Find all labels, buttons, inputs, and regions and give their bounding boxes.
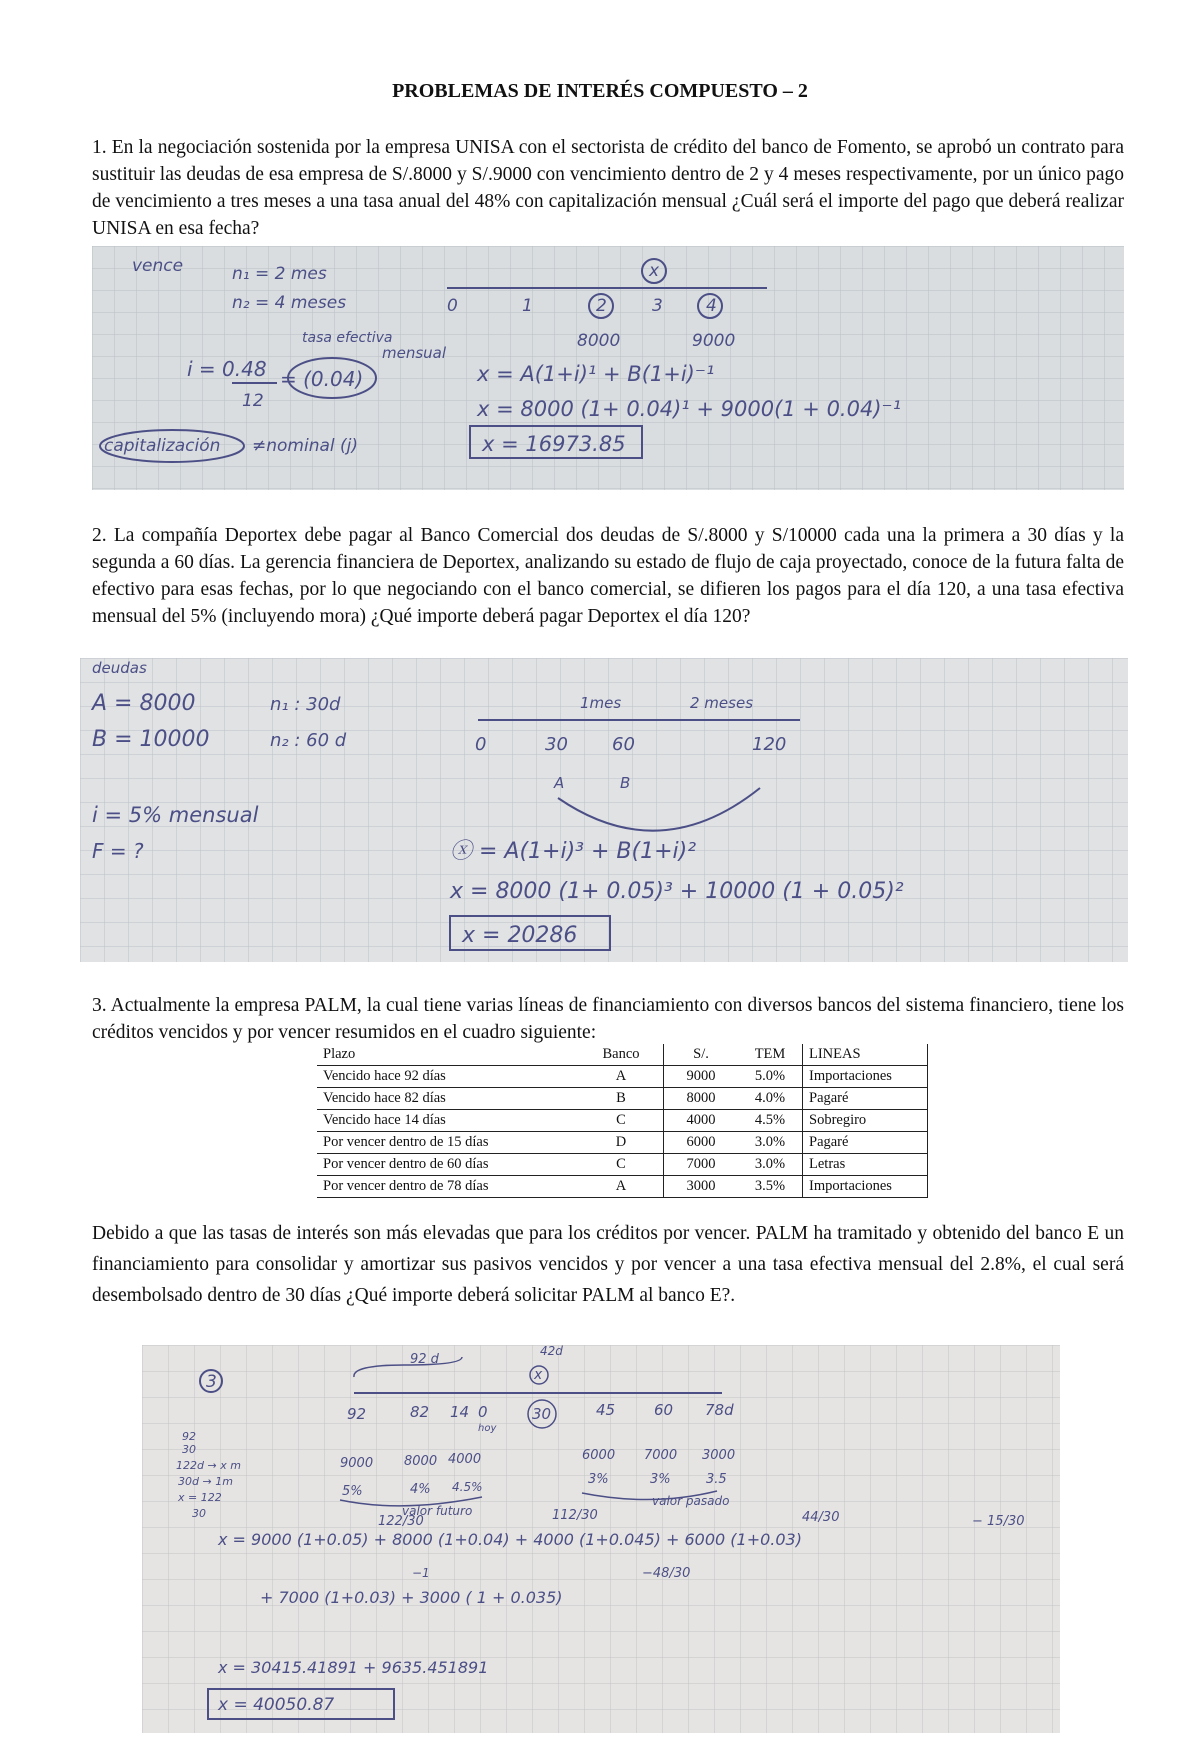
note3-axis-14: 14 xyxy=(450,1403,470,1421)
col-soles: S/. xyxy=(664,1044,739,1066)
cell-plazo: Vencido hace 92 días xyxy=(317,1066,579,1088)
note2-span1: 1mes xyxy=(580,694,622,712)
cell-lineas: Pagaré xyxy=(803,1132,928,1154)
note1-x-marker: x xyxy=(649,261,660,281)
note1-8000: 8000 xyxy=(577,331,621,351)
note3-d42: 42d xyxy=(540,1345,563,1358)
note3-eq1: x = 9000 (1+0.05) + 8000 (1+0.04) + 4000 (1+0.045) + 6000 (1+0.03) xyxy=(218,1530,802,1549)
note1-result: x = 16973.85 xyxy=(482,432,626,456)
note3-x: x xyxy=(534,1367,543,1383)
notes-image-1 xyxy=(92,246,1124,490)
note1-axis-3: 3 xyxy=(652,296,663,316)
note3-rate-35: 3.5 xyxy=(706,1472,727,1487)
cell-banco: B xyxy=(579,1088,664,1110)
problem-3-text: 3. Actualmente la empresa PALM, la cual tiene varias líneas de financiamiento con diversos bancos del sistema financiero, tiene los créditos vencidos y por vencer resumidos en el cuadro siguiente: xyxy=(92,995,1124,1043)
note1-vence: vence xyxy=(132,256,184,276)
note2-la: A xyxy=(554,774,565,792)
note3-side5: x = 122 xyxy=(178,1491,222,1504)
cell-lineas: Letras xyxy=(803,1154,928,1176)
note1-axis-2: 2 xyxy=(596,296,607,316)
note1-n2: n₂ = 4 meses xyxy=(232,293,347,313)
note1-n1: n₁ = 2 mes xyxy=(232,264,327,284)
note2-eq1: ⓧ = A(1+i)³ + B(1+i)² xyxy=(450,839,697,864)
problem-1-text: 1. En la negociación sostenida por la empresa UNISA con el sectorista de crédito del banco de Fomento, se aprobó un contrato para sustituir las deudas de esa empresa de S/.8000 y S/.9000 con vencimiento dentro de 2 y 4 meses respectivamente, por un único pago de vencimiento a tres meses a una tasa anual del 48% con capitalización mensual ¿Cuál será el importe del pago que deberá realizar UNISA en esa fecha? xyxy=(92,137,1124,239)
note2-eq2: x = 8000 (1+ 0.05)³ + 10000 (1 + 0.05)² xyxy=(450,879,904,904)
note3-side3: 122d → x m xyxy=(176,1459,241,1472)
col-plazo: Plazo xyxy=(317,1044,579,1066)
table-row xyxy=(317,1110,928,1132)
note3-val-3000: 3000 xyxy=(702,1448,736,1463)
note2-result: x = 20286 xyxy=(462,923,578,948)
note3-rate-3b: 3% xyxy=(650,1472,671,1487)
note3-val-9000: 9000 xyxy=(340,1456,374,1471)
note1-9000: 9000 xyxy=(692,331,736,351)
table-header-row xyxy=(317,1044,928,1066)
note3-val-8000: 8000 xyxy=(404,1454,438,1469)
table-row xyxy=(317,1088,928,1110)
note1-i: i = 0.48 xyxy=(187,357,267,381)
note3-side2: 30 xyxy=(182,1443,196,1456)
notes-image-3 xyxy=(142,1345,1060,1733)
note3-val-7000: 7000 xyxy=(644,1448,678,1463)
note2-i: i = 5% mensual xyxy=(92,803,259,827)
note3-axis-0: 0 xyxy=(478,1403,488,1421)
note3-hoy: hoy xyxy=(478,1423,497,1434)
cell-soles: 8000 xyxy=(664,1088,739,1110)
page-title: PROBLEMAS DE INTERÉS COMPUESTO – 2 xyxy=(392,80,808,102)
col-lineas: LINEAS xyxy=(803,1044,928,1066)
note2-f: F = ? xyxy=(92,839,144,863)
cell-soles: 9000 xyxy=(664,1066,739,1088)
cell-plazo: Por vencer dentro de 15 días xyxy=(317,1132,579,1154)
credits-table xyxy=(317,1044,928,1198)
cell-soles: 6000 xyxy=(664,1132,739,1154)
note2-axis-120: 120 xyxy=(752,734,787,755)
note3-eq2: + 7000 (1+0.03) + 3000 ( 1 + 0.035) xyxy=(260,1588,563,1607)
table-row xyxy=(317,1176,928,1198)
note3-num: 3 xyxy=(206,1372,217,1392)
cell-banco: A xyxy=(579,1066,664,1088)
note3-exp3: 44/30 xyxy=(802,1510,840,1525)
note3-exp6: −48/30 xyxy=(642,1566,691,1581)
note2-deudas: deudas xyxy=(92,659,147,677)
cell-soles: 4000 xyxy=(664,1110,739,1132)
note1-i-result: = (0.04) xyxy=(280,367,364,391)
cell-soles: 7000 xyxy=(664,1154,739,1176)
cell-plazo: Vencido hace 14 días xyxy=(317,1110,579,1132)
note1-tasa: tasa efectiva xyxy=(302,330,393,346)
note3-d92: 92 d xyxy=(410,1352,439,1367)
note3-exp4: − 15/30 xyxy=(972,1514,1025,1529)
cell-lineas: Importaciones xyxy=(803,1066,928,1088)
cell-banco: C xyxy=(579,1154,664,1176)
table-row xyxy=(317,1066,928,1088)
note3-val-6000: 6000 xyxy=(582,1448,616,1463)
note3-axis-45: 45 xyxy=(596,1401,616,1419)
note1-axis-4: 4 xyxy=(706,296,717,316)
note2-n2: n₂ : 60 d xyxy=(270,730,347,751)
cell-soles: 3000 xyxy=(664,1176,739,1198)
note2-b: B = 10000 xyxy=(92,727,210,752)
note3-side6: 30 xyxy=(192,1507,206,1520)
note2-lb: B xyxy=(620,774,631,792)
note2-n1: n₁ : 30d xyxy=(270,694,341,715)
note3-axis-60: 60 xyxy=(654,1401,674,1419)
cell-tem: 4.5% xyxy=(738,1110,803,1132)
note2-span2: 2 meses xyxy=(690,694,754,712)
cell-tem: 5.0% xyxy=(738,1066,803,1088)
notes-image-2 xyxy=(80,658,1128,962)
note3-axis-30: 30 xyxy=(532,1405,552,1423)
note1-i-den: 12 xyxy=(242,391,264,411)
note2-axis-30: 30 xyxy=(545,734,568,755)
cell-tem: 3.0% xyxy=(738,1132,803,1154)
cell-banco: A xyxy=(579,1176,664,1198)
note1-mensual: mensual xyxy=(382,344,447,362)
cell-plazo: Por vencer dentro de 78 días xyxy=(317,1176,579,1198)
note2-axis-60: 60 xyxy=(612,734,635,755)
note3-rate-4: 4% xyxy=(410,1482,431,1497)
cell-plazo: Vencido hace 82 días xyxy=(317,1088,579,1110)
cell-banco: D xyxy=(579,1132,664,1154)
note1-axis-0: 0 xyxy=(447,296,458,316)
cell-lineas: Pagaré xyxy=(803,1088,928,1110)
note1-axis-1: 1 xyxy=(522,296,533,316)
cell-lineas: Sobregiro xyxy=(803,1110,928,1132)
note2-axis-0: 0 xyxy=(475,734,487,755)
note1-nominal: ≠nominal (j) xyxy=(252,436,359,456)
cell-lineas: Importaciones xyxy=(803,1176,928,1198)
note3-exp2: 112/30 xyxy=(552,1508,598,1523)
note3-val-4000: 4000 xyxy=(448,1452,482,1467)
note3-exp1: 122/30 xyxy=(378,1514,424,1529)
note1-eq2: x = 8000 (1+ 0.04)¹ + 9000(1 + 0.04)⁻¹ xyxy=(477,397,902,421)
note3-exp5: −1 xyxy=(412,1566,430,1580)
cell-banco: C xyxy=(579,1110,664,1132)
note3-vp: valor pasado xyxy=(652,1494,730,1508)
note3-side4: 30d → 1m xyxy=(178,1475,233,1488)
note3-rate-45: 4.5% xyxy=(452,1480,483,1494)
note3-rate-5: 5% xyxy=(342,1484,363,1499)
table-row xyxy=(317,1154,928,1176)
cell-tem: 3.5% xyxy=(738,1176,803,1198)
note3-eq3: x = 30415.41891 + 9635.451891 xyxy=(218,1658,489,1677)
note3-vf: valor futuro xyxy=(402,1504,473,1518)
note3-side1: 92 xyxy=(182,1430,196,1443)
problem-2-text: 2. La compañía Deportex debe pagar al Banco Comercial dos deudas de S/.8000 y S/10000 cada una la primera a 30 días y la segunda a 60 días. La gerencia financiera de Deportex, analizando su estado de flujo de caja proyectado, conoce de la futura falta de efectivo para esas fechas, por lo que negociando con el banco comercial, se difieren los pagos para el día 120, a una tasa efectiva mensual del 5% (incluyendo mora) ¿Qué importe deberá pagar Deportex el día 120? xyxy=(92,525,1124,627)
problem-3-followup-text: Debido a que las tasas de interés son más elevadas que para los créditos por vencer. PALM ha tramitado y obtenido del banco E un financiamiento para consolidar y amortizar sus pasivos vencidos y por vencer a una tasa efectiva mensual del 2.8%, el cual será desembolsado dentro de 30 días ¿Qué importe deberá solicitar PALM al banco E?. xyxy=(92,1223,1124,1306)
note2-a: A = 8000 xyxy=(92,691,196,716)
note1-eq1: x = A(1+i)¹ + B(1+i)⁻¹ xyxy=(477,362,715,386)
note3-result: x = 40050.87 xyxy=(218,1695,335,1715)
table-row xyxy=(317,1132,928,1154)
cell-tem: 3.0% xyxy=(738,1154,803,1176)
cell-plazo: Por vencer dentro de 60 días xyxy=(317,1154,579,1176)
note3-axis-82: 82 xyxy=(410,1403,430,1421)
note3-axis-92: 92 xyxy=(347,1405,367,1423)
col-tem: TEM xyxy=(738,1044,803,1066)
note3-rate-3a: 3% xyxy=(588,1472,609,1487)
note3-axis-78: 78d xyxy=(705,1401,734,1419)
note1-cap: capitalización xyxy=(104,436,221,456)
cell-tem: 4.0% xyxy=(738,1088,803,1110)
col-banco: Banco xyxy=(579,1044,664,1066)
